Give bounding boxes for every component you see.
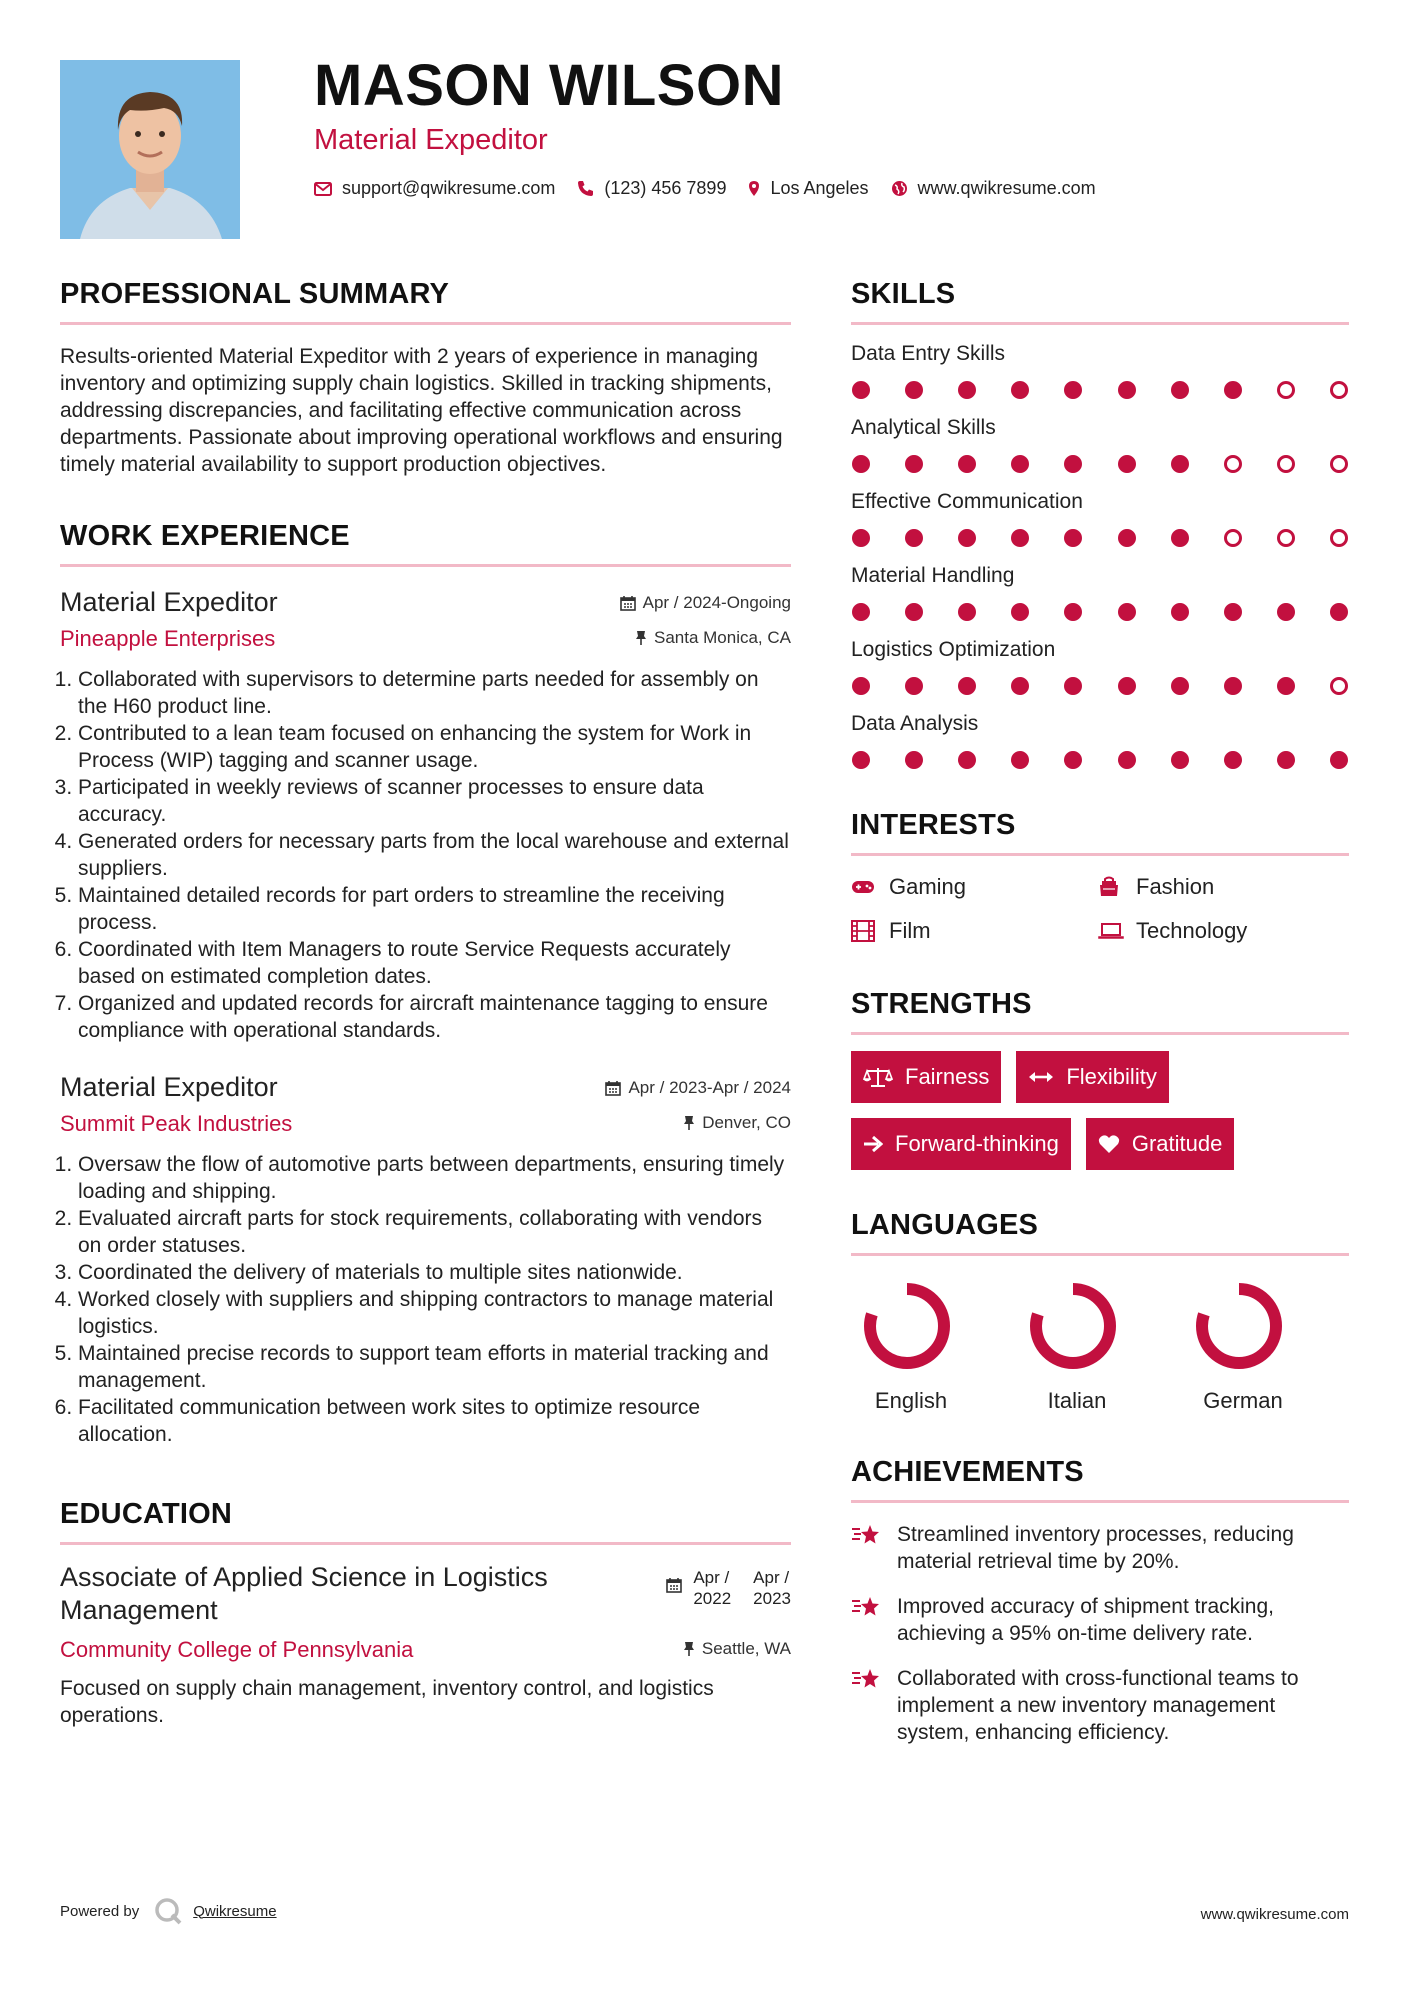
rating-dot-filled: [905, 529, 923, 547]
rating-dot-filled: [1224, 381, 1242, 399]
job-location-text: Denver, CO: [702, 1113, 791, 1132]
section-divider: [851, 1032, 1349, 1035]
job-dates: [620, 593, 791, 613]
section-divider: [851, 322, 1349, 325]
skill-name: Data Entry Skills: [851, 342, 1006, 365]
language-ring: [1023, 1276, 1123, 1376]
footer-powered-by: [60, 1896, 277, 1926]
section-divider: [851, 853, 1349, 856]
job-point: 5. Maintained detailed records for part orders to streamline the receiving process.: [78, 882, 791, 936]
skill-item: [851, 415, 1349, 473]
right-column: [851, 274, 1349, 1746]
job-entry: [60, 1072, 791, 1448]
qwikresume-logo-icon: [153, 1896, 183, 1926]
rating-dot-filled: [958, 381, 976, 399]
rating-dot-filled: [1064, 751, 1082, 769]
skill-rating: [851, 677, 1349, 695]
rating-dot-filled: [1330, 751, 1348, 769]
rating-dot-filled: [1330, 603, 1348, 621]
rating-dot-empty: [1330, 455, 1348, 473]
summary-text: Results-oriented Material Expeditor with 2 years of experience in managing inventory and optimizing supply chain logistics. Skilled in tracking shipments, addressing discrepancies, and facilitating effective communication across departments. Passionate about improving operational workflows and ensuring timely material availability to support production objectives.: [60, 345, 783, 476]
rating-dot-filled: [1011, 529, 1029, 547]
job-point: 6. Facilitated communication between work sites to optimize resource allocation.: [78, 1394, 791, 1448]
rating-dot-filled: [1064, 603, 1082, 621]
arrow-right-icon: [863, 1135, 883, 1153]
rating-dot-filled: [958, 455, 976, 473]
job-point: 4. Worked closely with suppliers and shipping contractors to manage material logistics.: [78, 1286, 791, 1340]
skill-rating: [851, 751, 1349, 769]
rating-dot-filled: [1277, 677, 1295, 695]
section-divider: [60, 564, 791, 567]
rating-dot-filled: [1171, 381, 1189, 399]
skill-item: [851, 711, 1349, 769]
strength-badge: [1086, 1118, 1235, 1170]
skill-name: Effective Communication: [851, 490, 1083, 513]
star-icon: [851, 1593, 883, 1647]
achievement-text: Collaborated with cross-functional teams to implement a new inventory management system, enhancing efficiency.: [897, 1667, 1299, 1744]
interest-item: [851, 874, 1098, 900]
achievement-item: [851, 1593, 1349, 1647]
job-dates-text: Apr / 2024-Ongoing: [642, 593, 791, 612]
rating-dot-filled: [1171, 529, 1189, 547]
language-item: [1017, 1276, 1183, 1414]
rating-dot-filled: [958, 751, 976, 769]
rating-dot-filled: [852, 751, 870, 769]
rating-dot-filled: [1064, 455, 1082, 473]
language-name: English: [874, 1388, 948, 1413]
rating-dot-empty: [1277, 455, 1295, 473]
interest-label: Fashion: [1136, 874, 1215, 899]
language-item: [851, 1276, 1017, 1414]
achievement-item: [851, 1665, 1349, 1746]
section-divider: [60, 322, 791, 325]
job-dates-text: Apr / 2023-Apr / 2024: [628, 1078, 791, 1097]
rating-dot-filled: [1011, 455, 1029, 473]
arrows-horizontal-icon: [1028, 1070, 1054, 1084]
job-point: 5. Maintained precise records to support team efforts in material tracking and management.: [78, 1340, 791, 1394]
education-location-text: Seattle, WA: [701, 1639, 791, 1658]
footer-website[interactable]: www.qwikresume.com: [1200, 1906, 1349, 1923]
skill-name: Analytical Skills: [851, 416, 996, 439]
skill-name: Logistics Optimization: [851, 638, 1056, 661]
job-location: [683, 1113, 791, 1133]
education-dates: [666, 1567, 791, 1627]
pushpin-icon: [683, 1641, 695, 1657]
language-name: Italian: [1047, 1388, 1107, 1413]
rating-dot-filled: [1224, 677, 1242, 695]
strength-label: Fairness: [905, 1064, 990, 1089]
interest-item: [851, 918, 1098, 944]
job-point: 4. Generated orders for necessary parts from the local warehouse and external suppliers.: [78, 828, 791, 882]
interest-label: Gaming: [889, 874, 967, 899]
pushpin-icon: [635, 630, 647, 646]
languages-section: [851, 1205, 1349, 1414]
rating-dot-filled: [958, 529, 976, 547]
language-name: German: [1203, 1388, 1283, 1413]
job-title: Material Expeditor: [60, 587, 278, 617]
contact-phone[interactable]: (123) 456 7899: [604, 178, 727, 198]
rating-dot-filled: [1118, 751, 1136, 769]
section-divider: [851, 1253, 1349, 1256]
rating-dot-filled: [1118, 455, 1136, 473]
languages-heading: LANGUAGES: [851, 1209, 1039, 1241]
envelope-icon: [314, 182, 332, 196]
job-point: 2. Contributed to a lean team focused on enhancing the system for Work in Process (WIP) tagging and scanner usage.: [78, 720, 791, 774]
candidate-title: Material Expeditor: [314, 124, 548, 156]
job-location: [635, 628, 791, 648]
job-dates: [605, 1078, 791, 1098]
calendar-icon: [605, 1080, 621, 1096]
rating-dot-filled: [1118, 677, 1136, 695]
language-proficiency-arc: [870, 1289, 944, 1363]
rating-dot-filled: [1171, 677, 1189, 695]
education-description: Focused on supply chain management, inventory control, and logistics operations.: [60, 1677, 714, 1727]
rating-dot-filled: [1277, 751, 1295, 769]
interest-label: Film: [889, 918, 931, 943]
map-marker-icon: [748, 180, 760, 197]
rating-dot-empty: [1224, 529, 1242, 547]
skill-item: [851, 563, 1349, 621]
strength-label: Gratitude: [1131, 1131, 1223, 1156]
contact-location: Los Angeles: [770, 178, 869, 198]
summary-section: [60, 274, 791, 478]
interest-item: [1098, 918, 1348, 944]
rating-dot-filled: [1011, 381, 1029, 399]
rating-dot-empty: [1224, 455, 1242, 473]
rating-dot-empty: [1277, 529, 1295, 547]
rating-dot-filled: [852, 455, 870, 473]
rating-dot-filled: [1064, 381, 1082, 399]
rating-dot-filled: [1171, 455, 1189, 473]
language-proficiency-arc: [1202, 1289, 1276, 1363]
achievement-text: Streamlined inventory processes, reducing material retrieval time by 20%.: [897, 1523, 1294, 1573]
rating-dot-filled: [1118, 381, 1136, 399]
job-point: 1. Collaborated with supervisors to determine parts needed for assembly on the H60 product line.: [78, 666, 791, 720]
job-title: Material Expeditor: [60, 1072, 278, 1102]
rating-dot-filled: [905, 381, 923, 399]
rating-dot-filled: [1011, 603, 1029, 621]
skills-section: [851, 274, 1349, 769]
strength-badge: [1016, 1051, 1168, 1103]
school-name: Community College of Pennsylvania: [60, 1637, 414, 1662]
profile-photo: [60, 60, 240, 239]
contact-email[interactable]: support@qwikresume.com: [342, 178, 556, 198]
strength-badge: [851, 1051, 1001, 1103]
pushpin-icon: [683, 1115, 695, 1131]
skill-rating: [851, 381, 1349, 399]
contact-website[interactable]: www.qwikresume.com: [917, 178, 1096, 198]
contact-bar: [314, 178, 1118, 199]
skill-rating: [851, 529, 1349, 547]
rating-dot-filled: [905, 603, 923, 621]
rating-dot-empty: [1330, 529, 1348, 547]
gamepad-icon: [851, 879, 877, 895]
candidate-name: MASON WILSON: [314, 53, 784, 118]
skill-rating: [851, 603, 1349, 621]
strengths-section: [851, 984, 1349, 1185]
rating-dot-filled: [1118, 603, 1136, 621]
edu-start-month: Apr /: [693, 1568, 730, 1587]
job-point: 1. Oversaw the flow of automotive parts between departments, ensuring timely loading and shipping.: [78, 1151, 791, 1205]
job-point: 2. Evaluated aircraft parts for stock requirements, collaborating with vendors on order statuses.: [78, 1205, 791, 1259]
strengths-heading: STRENGTHS: [851, 988, 1032, 1020]
rating-dot-empty: [1330, 381, 1348, 399]
achievements-section: [851, 1452, 1349, 1746]
job-points: [60, 1151, 791, 1448]
job-point: 6. Coordinated with Item Managers to route Service Requests accurately based on estimated completion dates.: [78, 936, 791, 990]
language-item: [1183, 1276, 1349, 1414]
section-divider: [851, 1500, 1349, 1503]
rating-dot-filled: [1064, 677, 1082, 695]
job-point: 3. Coordinated the delivery of materials to multiple sites nationwide.: [78, 1259, 791, 1286]
edu-end-year: 2023: [753, 1589, 791, 1608]
powered-by-text: Powered by: [60, 1902, 140, 1920]
heart-icon: [1098, 1134, 1120, 1154]
rating-dot-filled: [1171, 751, 1189, 769]
achievement-item: [851, 1521, 1349, 1575]
left-column: [60, 274, 791, 1729]
degree-title: Associate of Applied Science in Logistics Management: [60, 1562, 548, 1625]
edu-end-month: Apr /: [753, 1568, 790, 1587]
experience-heading: WORK EXPERIENCE: [60, 520, 350, 552]
rating-dot-filled: [1118, 529, 1136, 547]
rating-dot-filled: [1224, 603, 1242, 621]
interests-section: [851, 805, 1349, 944]
summary-heading: PROFESSIONAL SUMMARY: [60, 278, 450, 310]
globe-icon: [891, 180, 908, 197]
rating-dot-filled: [905, 455, 923, 473]
experience-section: [60, 516, 791, 1448]
rating-dot-filled: [1011, 751, 1029, 769]
interest-label: Technology: [1136, 918, 1248, 943]
skill-item: [851, 637, 1349, 695]
interest-item: [1098, 874, 1348, 900]
rating-dot-filled: [1277, 603, 1295, 621]
skill-item: [851, 489, 1349, 547]
laptop-icon: [1098, 922, 1124, 940]
rating-dot-filled: [1171, 603, 1189, 621]
job-point: 3. Participated in weekly reviews of scanner processes to ensure data accuracy.: [78, 774, 791, 828]
language-ring: [1189, 1276, 1289, 1376]
strength-label: Flexibility: [1066, 1064, 1157, 1089]
rating-dot-filled: [852, 381, 870, 399]
skills-heading: SKILLS: [851, 278, 956, 310]
interests-heading: INTERESTS: [851, 809, 1016, 841]
skill-item: [851, 341, 1349, 399]
language-ring: [857, 1276, 957, 1376]
rating-dot-filled: [852, 529, 870, 547]
education-heading: EDUCATION: [60, 1498, 233, 1530]
rating-dot-filled: [852, 603, 870, 621]
balance-scale-icon: [863, 1066, 893, 1088]
rating-dot-filled: [1224, 751, 1242, 769]
achievements-heading: ACHIEVEMENTS: [851, 1456, 1084, 1488]
rating-dot-filled: [852, 677, 870, 695]
shopping-bag-icon: [1098, 876, 1124, 898]
rating-dot-filled: [905, 751, 923, 769]
education-section: [60, 1494, 791, 1729]
rating-dot-empty: [1330, 677, 1348, 695]
rating-dot-empty: [1277, 381, 1295, 399]
achievement-text: Improved accuracy of shipment tracking, achieving a 95% on-time delivery rate.: [897, 1595, 1274, 1645]
job-location-text: Santa Monica, CA: [653, 628, 791, 647]
calendar-icon: [620, 595, 636, 611]
phone-icon: [577, 180, 594, 197]
star-icon: [851, 1665, 883, 1746]
rating-dot-filled: [1011, 677, 1029, 695]
rating-dot-filled: [905, 677, 923, 695]
edu-start-year: 2022: [693, 1589, 732, 1608]
skill-name: Material Handling: [851, 564, 1015, 587]
job-point: 7. Organized and updated records for aircraft maintenance tagging to ensure compliance with operational standards.: [78, 990, 791, 1044]
language-proficiency-arc: [1036, 1289, 1110, 1363]
company-name: Summit Peak Industries: [60, 1111, 293, 1136]
brand-link[interactable]: Qwikresume: [193, 1902, 277, 1920]
skill-rating: [851, 455, 1349, 473]
job-points: [60, 666, 791, 1044]
film-icon: [851, 920, 877, 942]
company-name: Pineapple Enterprises: [60, 626, 276, 651]
rating-dot-filled: [958, 603, 976, 621]
star-icon: [851, 1521, 883, 1575]
education-location: [683, 1639, 791, 1659]
rating-dot-filled: [1064, 529, 1082, 547]
section-divider: [60, 1542, 791, 1545]
job-entry: [60, 587, 791, 1044]
calendar-icon: [666, 1577, 682, 1593]
strength-label: Forward-thinking: [895, 1131, 1059, 1156]
skill-name: Data Analysis: [851, 712, 979, 735]
strength-badge: [851, 1118, 1071, 1170]
rating-dot-filled: [958, 677, 976, 695]
